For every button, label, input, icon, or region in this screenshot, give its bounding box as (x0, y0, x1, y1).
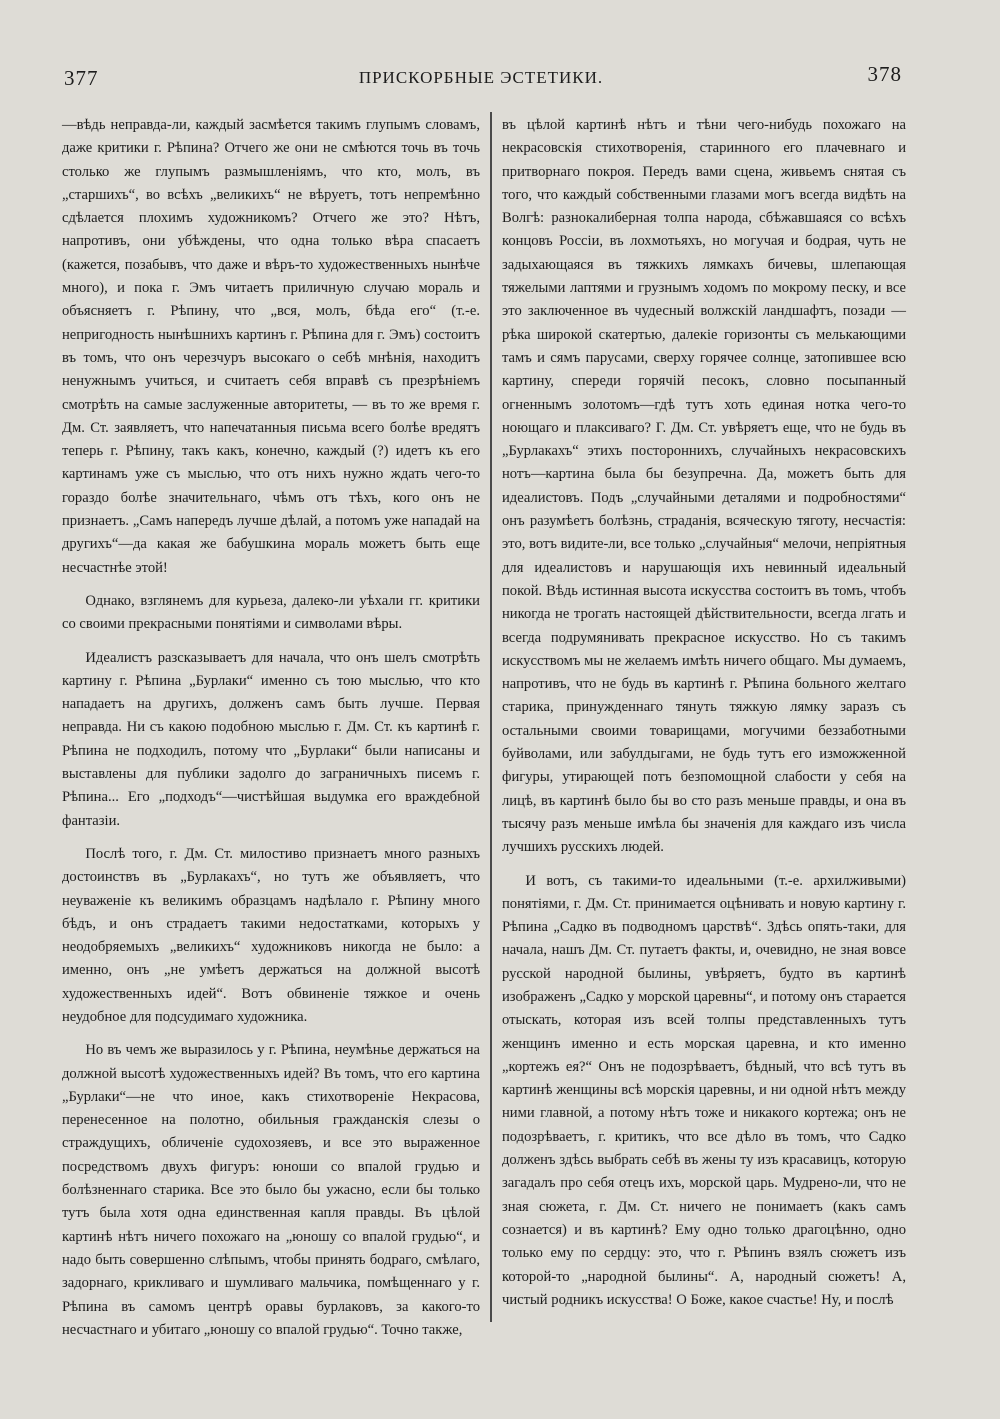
column-divider (490, 112, 492, 1322)
right-page-number: 378 (867, 62, 902, 86)
paragraph: въ цѣлой картинѣ нѣтъ и тѣни чего-нибудь похожаго на некрасовскія стихотворенія, старинного его плачевнаго и притворнаго покроя. Передъ вами сцена, живьемъ снятая съ того, что каждый собственными глазами могъ всегда видѣть на Волгѣ: разнокалиберная толпа народа, сбѣжавшаяся со всѣхъ концовъ Россіи, въ лохмотьяхъ, но могучая и бодрая, чуть не задыхающаяся въ тяжкихъ лямкахъ бичевы, шлепающая тяжелыми лаптями и грузнымъ ходомъ по мокрому песку, и все это заключенное въ чудесный волжскій ландшафтъ, позади — рѣка широкой скатертью, далекіе горизонты съ мелькающими тамъ и сямъ парусами, сверху горячее солнце, затопившее всю картину, спереди горячій песокъ, словно посыпанный огненнымъ золотомъ—гдѣ тутъ хоть единая нотка чего-то ноющаго и плаксиваго? Г. Дм. Ст. увѣряетъ еще, что не будь въ „Бурлакахъ“ этихъ постороннихъ, случайныхъ некрасовскихъ нотъ—картина была бы безупречна. Да, можетъ быть для идеалистовъ. Подъ „случайными деталями и подробностями“ онъ разумѣетъ болѣзнь, страданія, всяческую тяготу, несчастія: это, вотъ видите-ли, все только „случайныя“ мелочи, непріятныя для идеалистовъ и нарушающія ихъ невинный идеальный покой. Вѣдь истинная высота искусства состоитъ въ томъ, чтобъ никогда не трогать настоящей дѣйствительности, всегда лгать и всегда подрумянивать прекрасное искусство. Но съ такимъ искусствомъ мы не желаемъ имѣть ничего общаго. Мы думаемъ, напротивъ, что не будь въ картинѣ г. Рѣпина больного желтаго старика, принужденнаго тянуть тяжкую лямку заразъ съ остальными своими товарищами, могучими беззаботными буйволами, или забулдыгами, не будь тутъ его изможженной фигуры, утирающей потъ безпомощной слабости у себя на лицѣ, въ картинѣ было бы во сто разъ меньше правды, и она въ тысячу разъ меньше имѣла бы значенія для каждаго изъ числа лучшихъ русскихъ людей. (502, 117, 906, 856)
page-header (60, 62, 902, 92)
paragraph: Послѣ того, г. Дм. Ст. милостиво признаетъ много разныхъ достоинствъ въ „Бурлакахъ“, но тутъ же объявляетъ, что неуваженіе къ великимъ образцамъ надѣлало г. Рѣпину много бѣдъ, и онъ страдаетъ такими недостатками, которыхъ у неодобряемыхъ „великихъ“ художниковъ никогда не было: а именно, онъ „не умѣетъ держаться на должной высотѣ художественныхъ идей“. Вотъ обвиненіе тяжкое и очень неудобное для подсудимаго художника. (62, 845, 480, 1025)
paragraph: И вотъ, съ такими-то идеальными (т.-е. архилживыми) понятіями, г. Дм. Ст. принимается оцѣнивать и новую картину г. Рѣпина „Садко въ подводномъ царствѣ“. Здѣсь опять-таки, для начала, нашъ Дм. Ст. путаетъ факты, и, очевидно, не зная вовсе русской народной былины, увѣряетъ, будто въ картинѣ изображенъ „Садко у морской царевны“, и потому онъ старается отыскать, которая изъ всей толпы представленныхъ тутъ женщинъ именно и есть морская царевна, и кто именно „кортежъ ея?“ Онъ не подозрѣваетъ, бѣдный, что всѣ тутъ въ картинѣ женщины всѣ морскія царевны, и ни одной нѣтъ между ними главной, а потому нѣтъ тоже и никакого кортежа; онъ не подозрѣваетъ, г. критикъ, что все дѣло въ томъ, что Садко долженъ здѣсь выбрать себѣ въ жены ту изъ красавицъ, которую загадалъ про себя отецъ ихъ, морской царь. Мудрено-ли, что не зная сюжета, г. Дм. Ст. ничего не понимаетъ (какъ самъ сознается) и въ картинѣ? Ему одно только драгоцѣнно, одно только ему по сердцу: это, что г. Рѣпинъ взялъ сюжетъ изъ которой-то „народной былины“. А, народный сюжетъ! А, чистый родникъ искусства! О Боже, какое счастье! Ну, и послѣ (502, 872, 906, 1308)
left-page-number: 377 (64, 66, 99, 90)
paragraph: Идеалистъ разсказываетъ для начала, что онъ шелъ смотрѣть картину г. Рѣпина „Бурлаки“ именно съ тою мыслью, что кто нападаетъ на другихъ, долженъ самъ быть лучше. Первая неправда. Ни съ какою подобною мыслью г. Дм. Ст. къ картинѣ г. Рѣпина не подходилъ, потому что „Бурлаки“ были написаны и выставлены для публики задолго до заграничныхъ писемъ г. Рѣпина... Его „подходъ“—чистѣйшая выдумка его враждебной фантазіи. (62, 649, 480, 829)
paragraph: Но въ чемъ же выразилось у г. Рѣпина, неумѣнье держаться на должной высотѣ художественныхъ идей? Въ томъ, что его картина „Бурлаки“—не что иное, какъ стихотвореніе Некрасова, перенесенное на полотно, обильныя гражданскія слезы о страждущихъ, обличеніе судохозяевъ, и все это выраженное посредствомъ двухъ фигуръ: юноши со впалой грудью и болѣзненнаго старика. Все это было бы ужасно, если бы только тутъ была хотя одна единственная капля правды. Въ цѣлой картинѣ нѣтъ ничего похожаго на „юношу со впалой грудью“, и надо быть совершенно слѣпымъ, чтобы принять бодраго, смѣлаго, задорнаго, крикливаго и шумливаго мальчика, помѣщеннаго у г. Рѣпина въ самомъ центрѣ оравы бурлаковъ, за какого-то несчастнаго и убитаго „юношу со впалой грудью“. Точно также, (62, 1042, 480, 1338)
paragraph: —вѣдь неправда-ли, каждый засмѣется такимъ глупымъ словамъ, даже критики г. Рѣпина? Отчего же они не смѣются точь въ точь столько же глупымъ размышленіямъ, что кто, молъ, въ „старшихъ“, во всѣхъ „великихъ“ не вѣруетъ, тотъ непремѣнно сдѣлается плохимъ художникомъ? Отчего же это? Нѣтъ, напротивъ, они убѣждены, что одна только вѣра спасаетъ (кажется, позабывъ, что даже и вѣръ-то художественныхъ нынѣче много), и пока г. Эмъ читаетъ приличную случаю мораль и объясняетъ г. Рѣпину, что „вся, молъ, бѣда его“ (т.-е. непригодность нынѣшнихъ картинъ г. Рѣпина для г. Эмъ) состоитъ въ томъ, что онъ черезчуръ высокаго о себѣ мнѣнія, находитъ ненужнымъ учиться, и считаетъ себя вправѣ съ презрѣніемъ смотрѣть на самые заслуженные авторитеты, — въ то же время г. Дм. Ст. заявляетъ, что напечатанныя письма всего болѣе вредятъ теперь г. Рѣпину, такъ какъ, конечно, каждый (?) идетъ къ его картинамъ уже съ мыслью, что отъ нихъ нужно ждать чего-то гораздо болѣе значительнаго, чѣмъ отъ тѣхъ, кого онъ не признаетъ. „Самъ напередъ лучше дѣлай, а потомъ уже нападай на другихъ“—да какая же бабушкина мораль можетъ быть еще несчастнѣе этой! (62, 117, 480, 576)
paragraph: Однако, взглянемъ для курьеза, далеко-ли уѣхали гг. критики со своими прекрасными понятіями и символами вѣры. (62, 592, 480, 633)
running-title: ПРИСКОРБНЫЕ ЭСТЕТИКИ. (358, 68, 604, 87)
right-text-column (502, 114, 906, 1320)
left-text-column (62, 114, 480, 1338)
